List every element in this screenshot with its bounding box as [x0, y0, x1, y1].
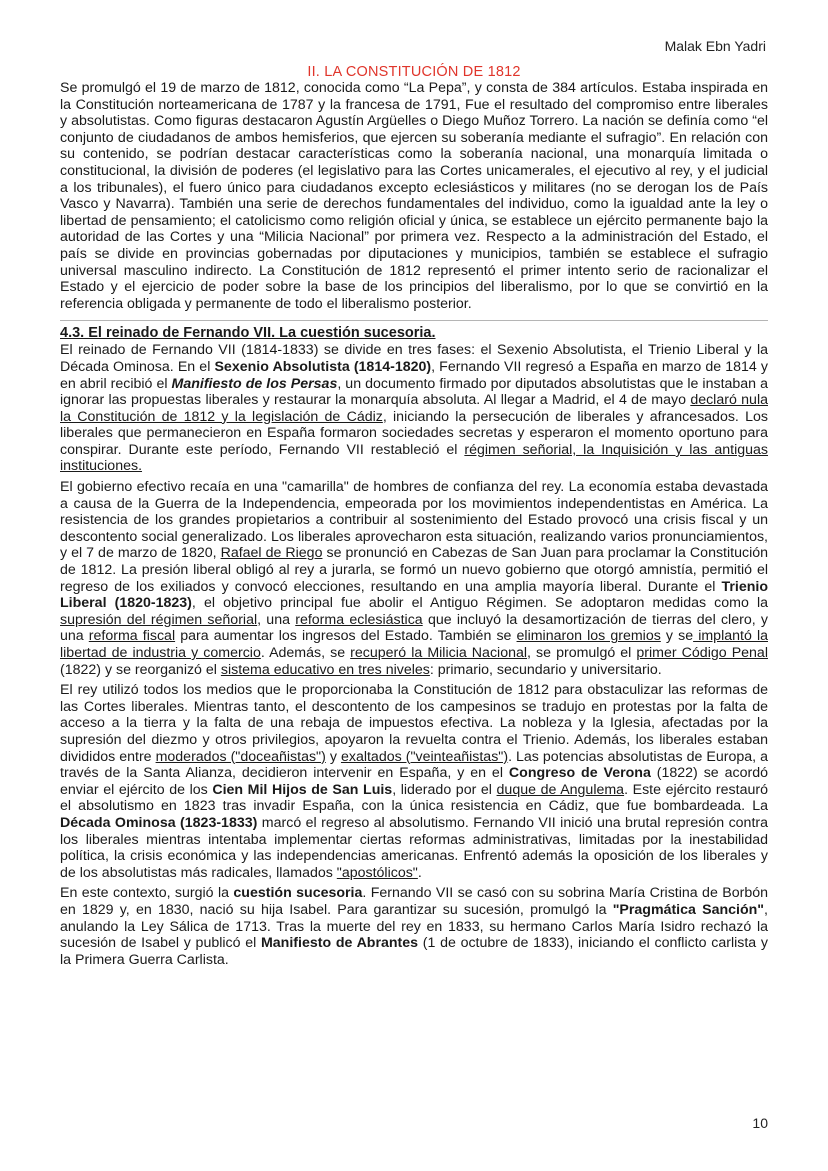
page-number: 10 — [752, 1115, 768, 1131]
author-name: Malak Ebn Yadri — [664, 38, 766, 54]
section-heading: 4.3. El reinado de Fernando VII. La cuestión sucesoria. — [60, 325, 436, 342]
page-content — [60, 80, 768, 968]
paragraph-trienio: El gobierno efectivo recaía en una "camarilla" de hombres de confianza del rey. La economía estaba devastada a causa de la Guerra de la Independencia, empeorada por los movimientos independentistas en América. La resistencia de los grandes propietarios a contribuir al sostenimiento del Estado provocó una crisis fiscal y un descontento social generalizado. Los liberales aprovecharon esta situación, realizando varios pronunciamientos, y el 7 de marzo de 1820, Rafael de Riego se pronunció en Cabezas de San Juan para proclamar la Constitución de 1812. La presión liberal obligó al rey a jurarla, se formó un nuevo gobierno que otorgó amnistía, permitió el regreso de los exiliados y convocó elecciones, resultando en una amplia mayoría liberal. Durante el Trienio Liberal (1820-1823), el objetivo principal fue abolir el Antiguo Régimen. Se adoptaron medidas como la supresión del régimen señorial, una reforma eclesiástica que incluyó la desamortización de tierras del clero, y una reforma fiscal para aumentar los ingresos del Estado. También se eliminaron los gremios y se implantó la libertad de industria y comercio. Además, se recuperó la Milicia Nacional, se promulgó el primer Código Penal (1822) y se reorganizó el sistema educativo en tres niveles: primario, secundario y universitario. — [60, 479, 769, 678]
paragraph-sexenio: El reinado de Fernando VII (1814-1833) se divide en tres fases: el Sexenio Absolutista, el Trienio Liberal y la Década Ominosa. En el Sexenio Absolutista (1814-1820), Fernando VII regresó a España en marzo de 1814 y en abril recibió el Manifiesto de los Persas, un documento firmado por diputados absolutistas que le instaban a ignorar las propuestas liberales y restaurar la monarquía absoluta. Al llegar a Madrid, el 4 de mayo declaró nula la Constitución de 1812 y la legislación de Cádiz, iniciando la persecución de liberales y afrancesados. Los liberales que permanecieron en España formaron sociedades secretas y esperaron el momento oportuno para conspirar. Durante este período, Fernando VII restableció el régimen señorial, la Inquisición y las antiguas instituciones. — [60, 342, 769, 475]
section-title: II. LA CONSTITUCIÓN DE 1812 — [307, 64, 521, 80]
paragraph-decada-ominosa: El rey utilizó todos los medios que le proporcionaba la Constitución de 1812 para obstaculizar las reformas de las Cortes liberales. Mientras tanto, el descontento de los campesinos se tradujo en protestas por la falta de acceso a la tierra y la falta de una rebaja de impuestos efectiva. La nobleza y la Iglesia, afectadas por la supresión del diezmo y otros privilegios, apoyaron la revuelta contra el Trienio. Además, los liberales estaban divididos entre moderados ("doceañistas") y exaltados ("veinteañistas"). Las potencias absolutistas de Europa, a través de la Santa Alianza, decidieron intervenir en España, y en el Congreso de Verona (1822) se acordó enviar el ejército de los Cien Mil Hijos de San Luis, liderado por el duque de Angulema. Este ejército restauró el absolutismo en 1823 tras invadir España, con la única resistencia en Cádiz, que fue bombardeada. La Década Ominosa (1823-1833) marcó el regreso al absolutismo. Fernando VII inició una brutal represión contra los liberales mientras intentaba implementar ciertas reformas administrativas, limitadas por la inestabilidad política, la crisis económica y las independencias americanas. Enfrentó además la oposición de los liberales y de los absolutistas más radicales, llamados "apostólicos". — [60, 682, 768, 881]
section-divider — [60, 320, 768, 321]
constitution-paragraph: Se promulgó el 19 de marzo de 1812, conocida como “La Pepa”, y consta de 384 artículos. Estaba inspirada en la Constitución norteamericana de 1787 y la francesa de 1791, Fue el resultado del compromiso entre liberales y absolutistas. Como figuras destacaron Agustín Argüelles o Diego Muñoz Torrero. La nación se definía como “el conjunto de ciudadanos de ambos hemisferios, que ejercen su soberanía mediante el sufragio”. En relación con su contenido, se podrían destacar características como la soberanía nacional, una monarquía limitada o constitucional, la división de poderes (el legislativo para las Cortes unicamerales, el ejecutivo al rey, y el judicial a los tribunales), el fuero único para ciudadanos excepto eclesiásticos y militares (no se derogan los de País Vasco y Navarra). También una serie de derechos fundamentales del individuo, como la igualdad ante la ley o libertad de pensamiento; el catolicismo como religión oficial y única, se establece un ejército permanente bajo la autoridad de las Cortes y una “Milicia Nacional” por primera vez. Respecto a la administración del Estado, el país se divide en provincias gobernadas por diputaciones y municipios, también se establece el sufragio universal masculino indirecto. La Constitución de 1812 representó el primer intento serio de racionalizar el Estado y el ejercicio de poder sobre la base de los principios del liberalismo, por lo que se convirtió en la referencia obligada y permanente de todo el liberalismo posterior. — [60, 80, 768, 312]
paragraph-cuestion-sucesoria: En este contexto, surgió la cuestión sucesoria. Fernando VII se casó con su sobrina María Cristina de Borbón en 1829 y, en 1830, nació su hija Isabel. Para garantizar su sucesión, promulgó la "Pragmática Sanción", anulando la Ley Sálica de 1713. Tras la muerte del rey en 1833, su hermano Carlos María Isidro rechazó la sucesión de Isabel y publicó el Manifiesto de Abrantes (1 de octubre de 1833), iniciando el conflicto carlista y la Primera Guerra Carlista. — [60, 885, 768, 968]
